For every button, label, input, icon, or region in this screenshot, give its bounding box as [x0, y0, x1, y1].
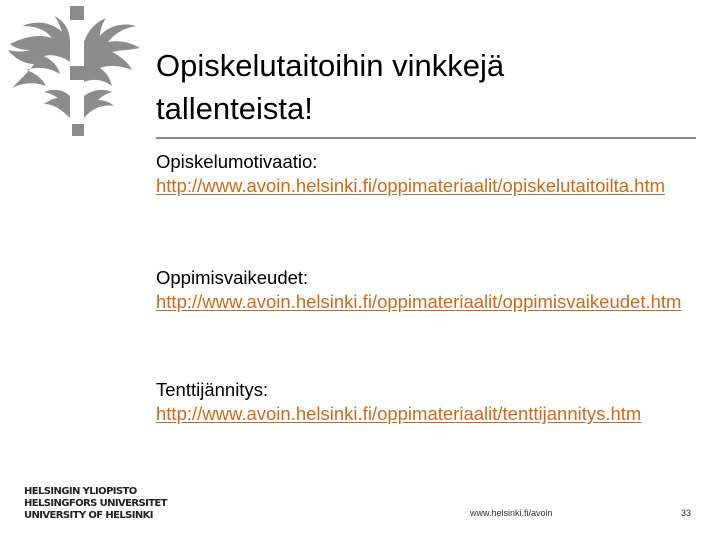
resource-link[interactable]: http://www.avoin.helsinki.fi/oppimateriaalit/opiskelutaitoilta.htm	[156, 175, 665, 196]
university-name	[24, 486, 174, 522]
footer-url: www.helsinki.fi/avoin	[470, 508, 553, 518]
title-divider	[156, 137, 696, 139]
university-name-swedish: HELSINGFORS UNIVERSITET	[24, 498, 167, 509]
resource-link[interactable]: http://www.avoin.helsinki.fi/oppimateriaalit/oppimisvaikeudet.htm	[156, 291, 682, 312]
resource-label: Oppimisvaikeudet:	[156, 267, 309, 288]
university-name-finnish: HELSINGIN YLIOPISTO	[24, 486, 137, 497]
resource-link[interactable]: http://www.avoin.helsinki.fi/oppimateriaalit/tenttijannitys.htm	[156, 403, 642, 424]
resource-label: Opiskelumotivaatio:	[156, 151, 318, 172]
slide-title-line-1: Opiskelutaitoihin vinkkejä	[156, 48, 505, 83]
slide-title-line-2: tallenteista!	[156, 91, 313, 126]
slide-title	[156, 44, 696, 130]
resource-label: Tenttijännitys:	[156, 379, 269, 400]
resource-item-learning-difficulties	[156, 266, 701, 314]
university-logo-icon	[0, 0, 150, 145]
resource-item-exam-anxiety	[156, 378, 701, 426]
page-number: 33	[681, 508, 692, 518]
university-name-english: UNIVERSITY OF HELSINKI	[24, 510, 153, 521]
resource-item-motivation	[156, 150, 701, 198]
